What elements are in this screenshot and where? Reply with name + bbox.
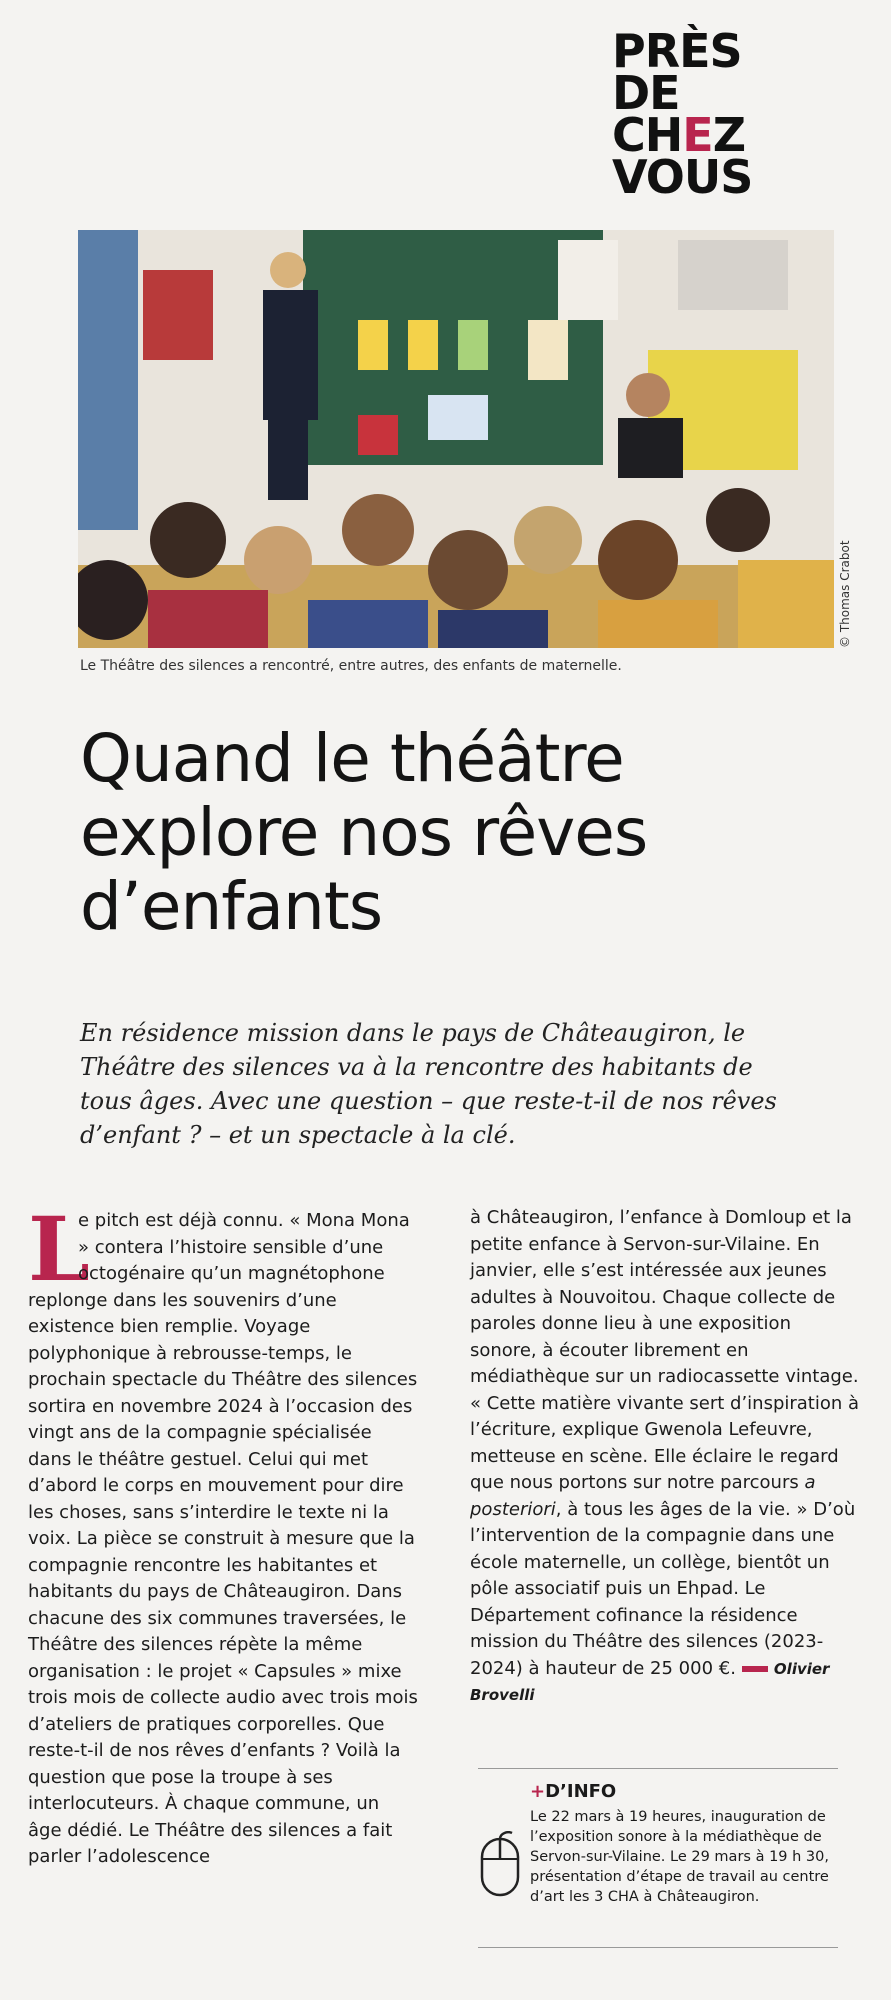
- author-separator: [742, 1666, 768, 1672]
- article-photo: [78, 230, 834, 648]
- mouse-icon: [478, 1831, 522, 1899]
- photo-caption: Le Théâtre des silences a rencontré, entre autres, des enfants de maternelle.: [80, 658, 622, 674]
- article-lead: En résidence mission dans le pays de Châteaugiron, le Théâtre des silences va à la rencontre des habitants de tous âges. Avec une question – que reste-t-il de nos rêves d’enfant ? – et un spectacle à la clé.: [80, 1019, 777, 1149]
- article-column-2: [470, 1205, 860, 1709]
- article-column-1: [28, 1197, 418, 1871]
- column-1-text: e pitch est déjà connu. « Mona Mona » contera l’histoire sensible d’une octogénaire qu’un magnétophone replonge dans les souvenirs d’une existence bien remplie. Voyage polyphonique à rebrousse-temps, le prochain spectacle du Théâtre des silences sortira en novembre 2024 à l’occasion des vingt ans de la compagnie spécialisée dans le théâtre gestuel. Celui qui met d’abord le corps en mouvement pour dire les choses, sans s’interdire le texte ni la voix. La pièce se construit à mesure que la compagnie rencontre les habitantes et habitants du pays de Châteaugiron. Dans chacune des six communes traversées, le Théâtre des silences répète la même organisation : le projet « Capsules » mixe trois mois de collecte audio avec trois mois d’ateliers de pratiques corporelles. Que reste-t-il de nos rêves d’enfants ? Voilà la question que pose la troupe à ses interlocuteurs. À chaque commune, un âge dédié. Le Théâtre des silences a fait parler l’adolescence: [28, 1210, 418, 1867]
- article-title: Quand le théâtre explore nos rêves d’enfants: [80, 720, 648, 945]
- section-logo: [612, 24, 782, 204]
- info-box: [478, 1768, 838, 1948]
- drop-cap: L: [28, 1197, 90, 1301]
- info-title: +D’INFO: [530, 1781, 617, 1802]
- column-2-text: à Châteaugiron, l’enfance à Domloup et la petite enfance à Servon-sur-Vilaine. En janvier, elle s’est intéressée aux jeunes adultes à Nouvoitou. Chaque collecte de paroles donne lieu à une exposition sonore, à écouter librement en médiathèque sur un radiocassette vintage. « Cette matière vivante sert d’inspiration à l’écriture, explique Gwenola Lefeuvre, metteuse en scène. Elle éclaire le regard que nous portons sur notre parcours a posteriori, à tous les âges de la vie. » D’où l’intervention de la compagnie dans une école maternelle, un collège, bientôt un pôle associatif puis un Ehpad. Le Département cofinance la résidence mission du Théâtre des silences (2023-2024) à hauteur de 25 000 €. Olivier Brovelli: [470, 1207, 860, 1704]
- info-text: Le 22 mars à 19 heures, inauguration de l’exposition sonore à la médiathèque de Servon-sur-Vilaine. Le 29 mars à 19 h 30, présentation d’étape de travail au centre d’art les 3 CHA à Châteaugiron.: [530, 1809, 829, 1905]
- photo-credit: © Thomas Crabot: [838, 540, 852, 648]
- article-author: Olivier Brovelli: [470, 1659, 830, 1704]
- logo-line-1: PRÈS DE: [612, 24, 742, 120]
- logo-line-2: CHEZ: [612, 108, 746, 162]
- logo-line-3: VOUS: [612, 150, 753, 204]
